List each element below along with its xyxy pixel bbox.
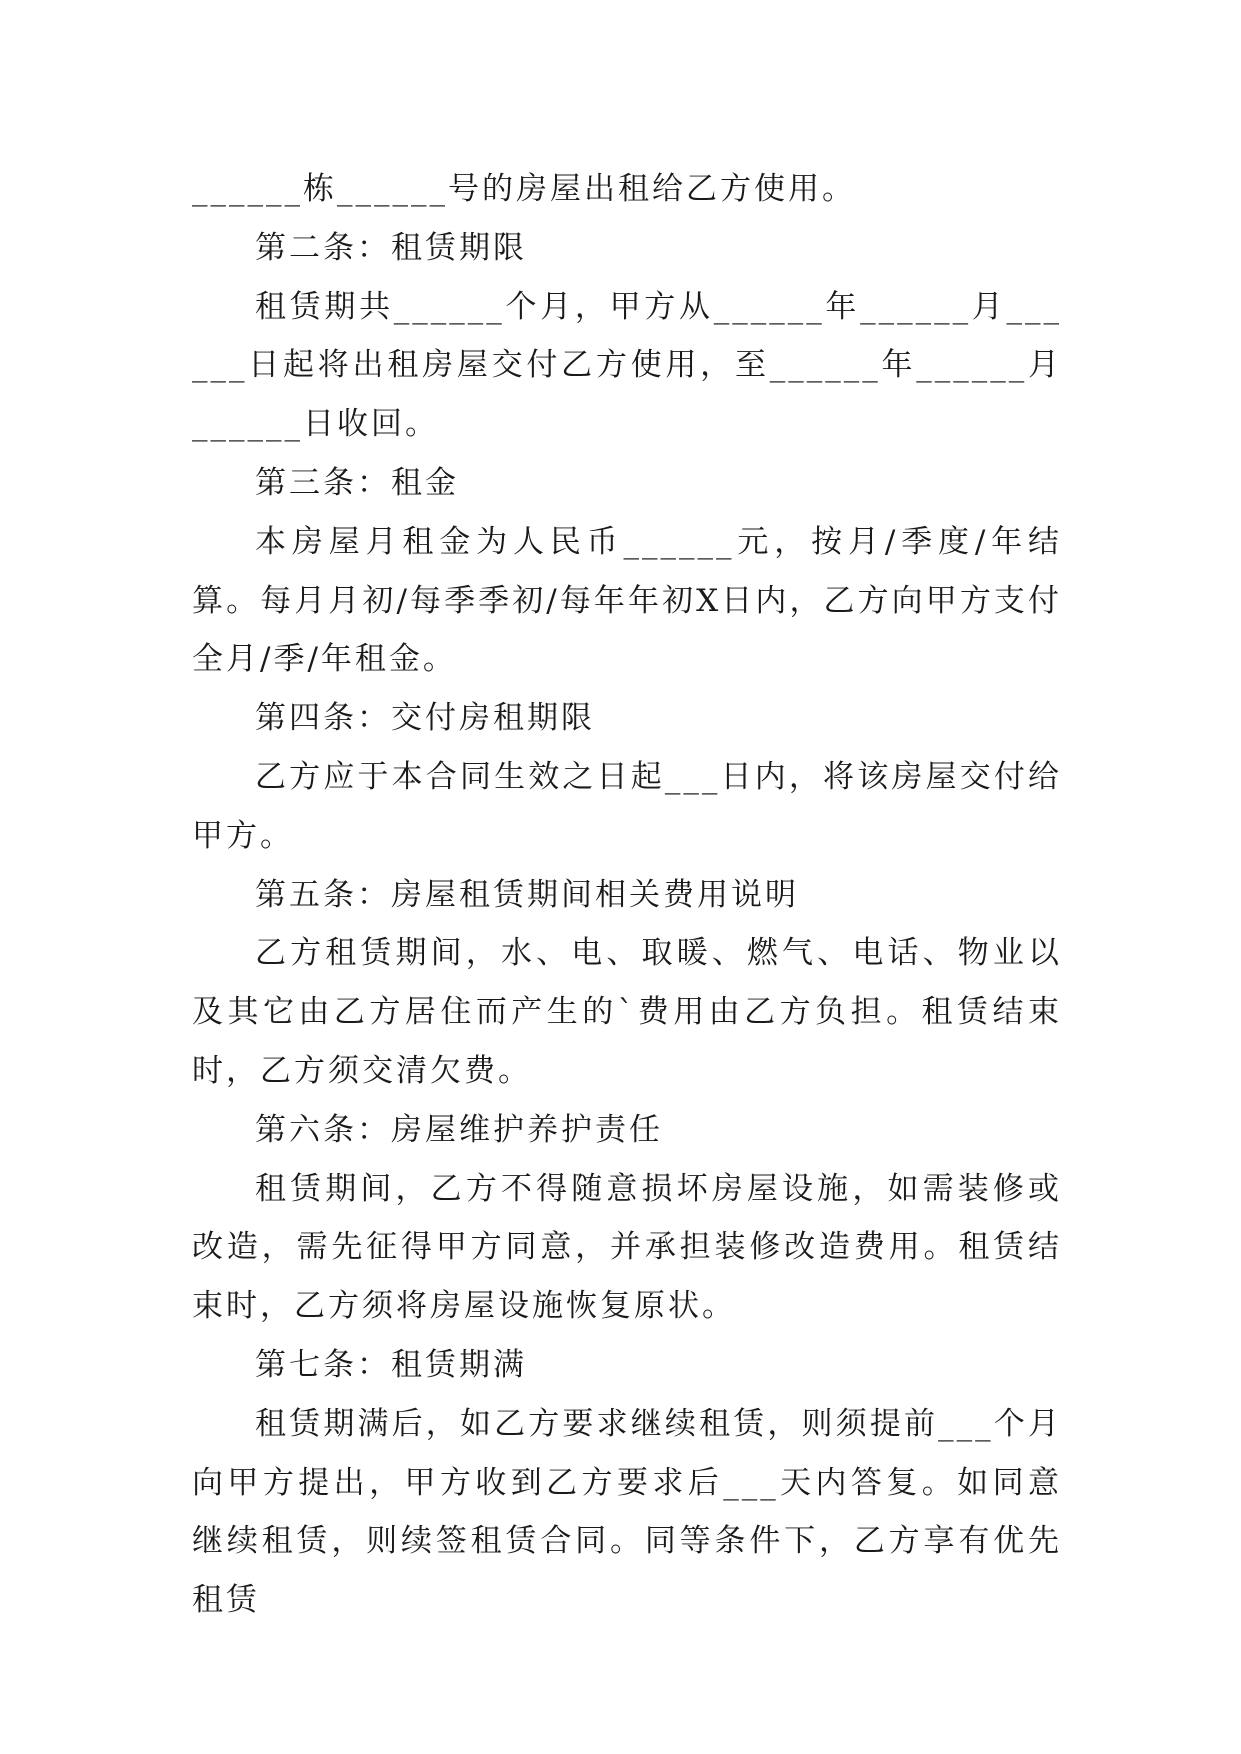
document-body	[192, 160, 1062, 1630]
article-4-heading: 第四条：交付房租期限	[255, 700, 595, 737]
article-5-body: 乙方租赁期间，水、电、取暖、燃气、电话、物业以及其它由乙方居住而产生的`费用由乙方负担。租赁结束时，乙方须交清欠费。	[192, 935, 1062, 1089]
article-3-body: 本房屋月租金为人民币______元，按月/季度/年结算。每月月初/每季季初/每年年初X日内，乙方向甲方支付全月/季/年租金。	[192, 523, 1062, 678]
paragraph-building-number: ______栋______号的房屋出租给乙方使用。	[192, 171, 856, 207]
article-3-heading: 第三条：租金	[255, 464, 459, 501]
article-7-heading: 第七条：租赁期满	[255, 1346, 527, 1383]
article-7-body: 租赁期满后，如乙方要求继续租赁，则须提前___个月向甲方提出，甲方收到乙方要求后___天内答复。如同意继续租赁，则续签租赁合同。同等条件下，乙方享有优先租赁	[192, 1405, 1062, 1619]
article-5-heading: 第五条：房屋租赁期间相关费用说明	[255, 876, 799, 913]
article-2-body: 租赁期共______个月，甲方从______年______月______日起将出租房屋交付乙方使用，至______年______月______日收回。	[192, 288, 1062, 443]
article-4-body: 乙方应于本合同生效之日起___日内，将该房屋交付给甲方。	[192, 758, 1062, 854]
article-2-heading: 第二条：租赁期限	[255, 229, 527, 266]
article-6-body: 租赁期间，乙方不得随意损坏房屋设施，如需装修或改造，需先征得甲方同意，并承担装修改造费用。租赁结束时，乙方须将房屋设施恢复原状。	[192, 1170, 1062, 1325]
article-6-heading: 第六条：房屋维护养护责任	[255, 1111, 663, 1148]
